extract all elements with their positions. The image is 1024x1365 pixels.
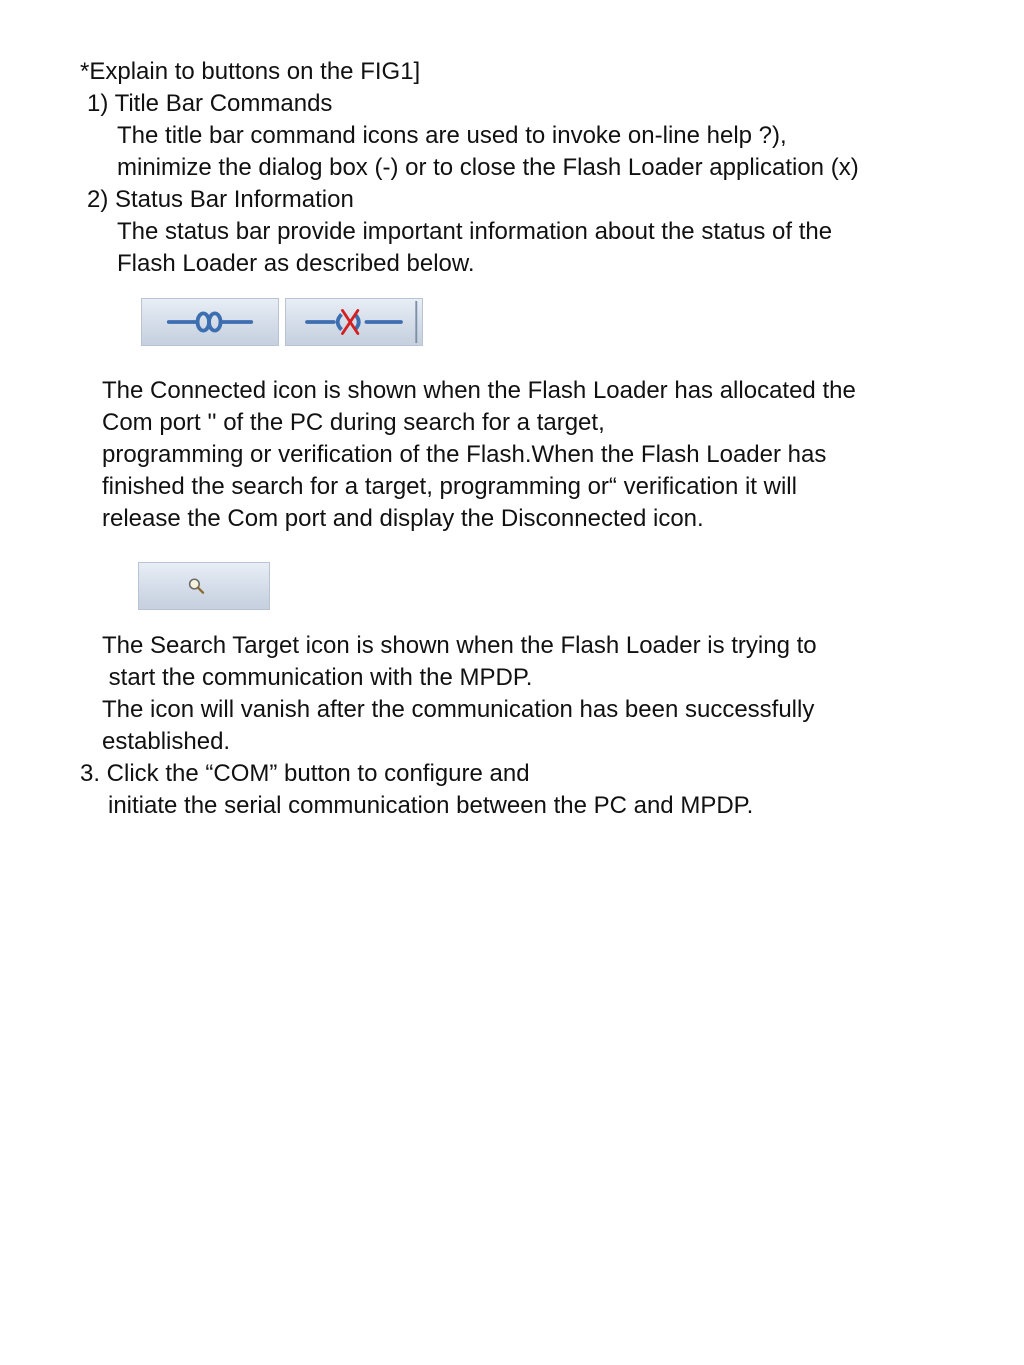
disconnected-icon [285,298,423,346]
section-heading-status-bar: 2) Status Bar Information [87,186,354,213]
paragraph-line: initiate the serial communication between the PC and MPDP. [108,792,754,819]
paragraph-line: The Connected icon is shown when the Flash Loader has allocated the [102,377,856,404]
paragraph-line: Flash Loader as described below. [117,250,475,277]
section-heading-com: 3. Click the “COM” button to configure and [80,760,530,787]
search-target-icon [138,562,270,610]
paragraph-line: programming or verification of the Flash.When the Flash Loader has [102,441,827,468]
paragraph-line: The title bar command icons are used to invoke on-line help ?), [117,122,787,149]
paragraph-line: The icon will vanish after the communication has been successfully [102,696,815,723]
paragraph-line: The status bar provide important information about the status of the [117,218,833,245]
paragraph-line: start the communication with the MPDP. [102,664,533,691]
section-heading-title-bar: 1) Title Bar Commands [87,90,333,117]
connected-icon [141,298,279,346]
paragraph-line: established. [102,728,231,755]
paragraph-line: The Search Target icon is shown when the Flash Loader is trying to [102,632,817,659]
page-title: *Explain to buttons on the FIG1] [80,58,421,85]
paragraph-line: release the Com port and display the Disconnected icon. [102,505,704,532]
paragraph-line: minimize the dialog box (-) or to close the Flash Loader application (x) [117,154,859,181]
paragraph-line: Com port '' of the PC during search for a target, [102,409,605,436]
paragraph-line: finished the search for a target, programming or“ verification it will [102,473,797,500]
